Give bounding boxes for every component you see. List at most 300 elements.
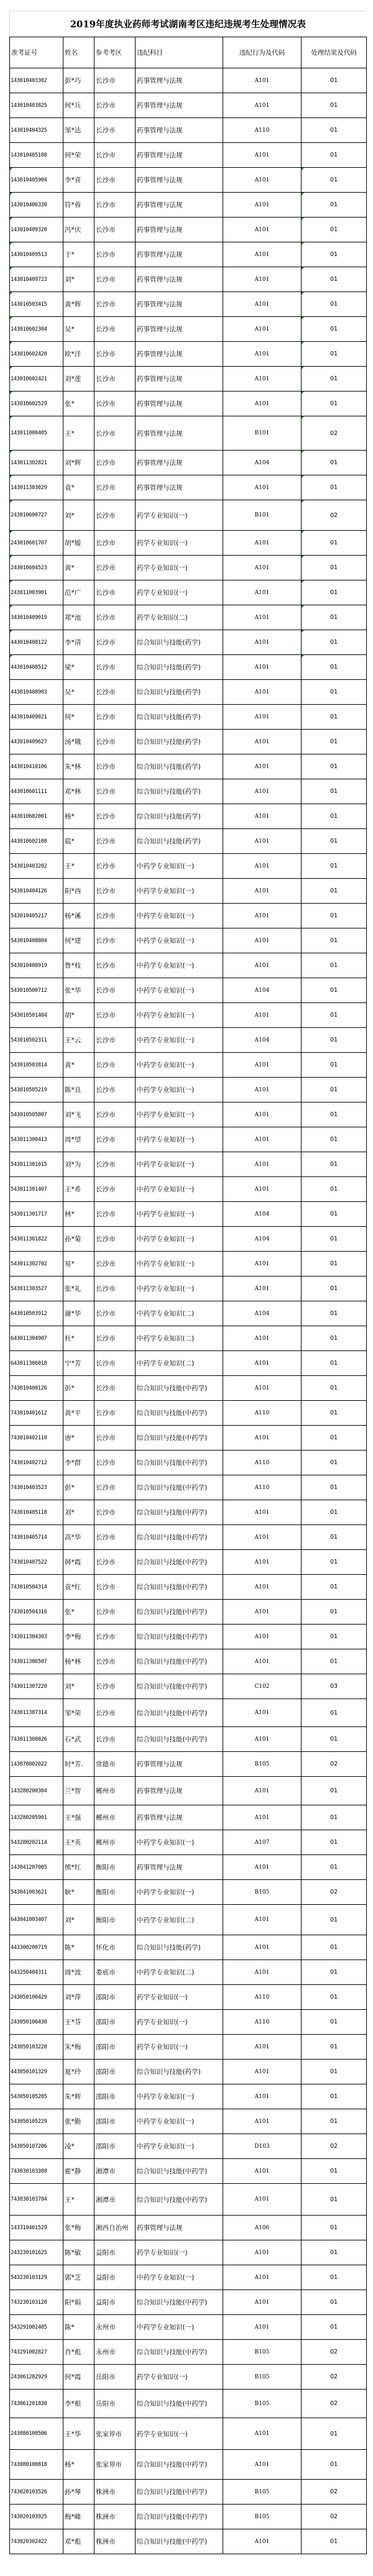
result-code-cell: 01 (302, 1905, 367, 1935)
name-cell: 杨* (63, 2450, 94, 2480)
subject-cell: 综合知识与技能(中药学) (136, 1674, 223, 1699)
exam-id-cell: 543291002405 (10, 2315, 63, 2340)
header-exam-area: 参考考区 (94, 37, 136, 68)
result-code-cell: 01 (302, 475, 367, 500)
result-code-cell: 01 (302, 2216, 367, 2240)
table-row (10, 1177, 367, 1202)
subject-cell: 中药学专业知识(二) (136, 1351, 223, 1376)
result-code-cell: 01 (302, 2109, 367, 2134)
subject-cell: 中药学专业知识(一) (136, 2084, 223, 2109)
behavior-code-cell: A101 (223, 2159, 302, 2184)
behavior-code-cell: A101 (223, 1376, 302, 1401)
name-cell: 扈* (63, 829, 94, 854)
table-row (10, 730, 367, 754)
name-cell: 吴* (63, 680, 94, 705)
name-cell: 熊*红 (63, 1855, 94, 1880)
behavior-code-cell: A101 (223, 779, 302, 804)
result-code-cell: 01 (302, 2240, 367, 2265)
name-cell: 李*喜 (63, 168, 94, 193)
exam-id-cell: 243010604523 (10, 556, 63, 580)
subject-cell: 药学专业知识(一) (136, 2035, 223, 2060)
result-code-cell: 01 (302, 1078, 367, 1102)
result-code-cell: 02 (302, 2390, 367, 2418)
exam-area-cell: 怀化市 (94, 1935, 136, 1960)
result-code-cell: 01 (302, 317, 367, 342)
table-row (10, 1003, 367, 1028)
exam-id-cell: 443300200719 (10, 1935, 63, 1960)
name-cell: 欧*洋 (63, 342, 94, 367)
exam-area-cell: 长沙市 (94, 1252, 136, 1277)
table-row (10, 1277, 367, 1301)
subject-cell: 综合知识与技能(中药学) (136, 1451, 223, 1475)
table-row (10, 1550, 367, 1575)
name-cell: 鲁*枝 (63, 953, 94, 978)
exam-area-cell: 郴州市 (94, 1805, 136, 1830)
table-row (10, 904, 367, 928)
behavior-code-cell: A101 (223, 193, 302, 218)
subject-cell: 药事管理与法规 (136, 168, 223, 193)
exam-area-cell: 长沙市 (94, 1227, 136, 1252)
behavior-code-cell: B105 (223, 2390, 302, 2418)
name-cell: 王*云 (63, 1028, 94, 1053)
subject-cell: 药事管理与法规 (136, 68, 223, 93)
name-cell: 邹*达 (63, 118, 94, 143)
exam-id-cell: 543011301717 (10, 1202, 63, 1227)
result-code-cell: 02 (302, 2134, 367, 2159)
name-cell: 何*建 (63, 928, 94, 953)
name-cell: 陈*敏 (63, 2240, 94, 2265)
exam-id-cell: 143010403825 (10, 93, 63, 118)
table-row (10, 2340, 367, 2365)
behavior-code-cell: B105 (223, 2365, 302, 2390)
exam-area-cell: 株洲市 (94, 2529, 136, 2554)
exam-id-cell: 143010406330 (10, 193, 63, 218)
result-code-cell: 01 (302, 1855, 367, 1880)
exam-id-cell: 143011303029 (10, 475, 63, 500)
exam-id-cell: 443050101329 (10, 2060, 63, 2084)
result-code-cell: 01 (302, 1401, 367, 1426)
exam-area-cell: 长沙市 (94, 1475, 136, 1500)
name-cell: 刘* (63, 1905, 94, 1935)
exam-id-cell: 743061201830 (10, 2390, 63, 2418)
table-row (10, 1227, 367, 1252)
exam-area-cell: 长沙市 (94, 779, 136, 804)
name-cell: 黄*平 (63, 1401, 94, 1426)
name-cell: 王*芬 (63, 2010, 94, 2035)
table-row (10, 978, 367, 1003)
subject-cell: 药学专业知识(二) (136, 605, 223, 630)
subject-cell: 综合知识与技能(药学) (136, 705, 223, 730)
behavior-code-cell: A101 (223, 342, 302, 367)
exam-area-cell: 湘西自治州 (94, 2216, 136, 2240)
table-body (10, 68, 367, 2554)
behavior-code-cell: A104 (223, 978, 302, 1003)
name-cell: 李*梅 (63, 1625, 94, 1649)
exam-id-cell: 243050100429 (10, 1985, 63, 2010)
name-cell: 袁*红 (63, 1575, 94, 1600)
table-row (10, 1500, 367, 1525)
name-cell: 彭*巧 (63, 68, 94, 93)
exam-area-cell: 长沙市 (94, 1152, 136, 1177)
exam-area-cell: 邵阳市 (94, 2035, 136, 2060)
table-row (10, 2480, 367, 2505)
exam-id-cell: 543050105205 (10, 2084, 63, 2109)
result-code-cell: 02 (302, 416, 367, 451)
behavior-code-cell: A101 (223, 2240, 302, 2265)
name-cell: 夏*玲 (63, 2060, 94, 2084)
exam-id-cell: 443010408122 (10, 630, 63, 655)
subject-cell: 综合知识与技能(中药学) (136, 1575, 223, 1600)
subject-cell: 药事管理与法规 (136, 416, 223, 451)
name-cell: 吴* (63, 317, 94, 342)
behavior-code-cell: A101 (223, 1053, 302, 1078)
exam-id-cell: 743010400126 (10, 1376, 63, 1401)
exam-area-cell: 张家界市 (94, 2450, 136, 2480)
table-row (10, 2450, 367, 2480)
exam-id-cell: 143010503415 (10, 292, 63, 317)
name-cell: 朱*辉 (63, 2084, 94, 2109)
name-cell: 王*希 (63, 1177, 94, 1202)
exam-id-cell: 543010502311 (10, 1028, 63, 1053)
result-code-cell: 01 (302, 580, 367, 605)
result-code-cell: 01 (302, 1935, 367, 1960)
name-cell: 王* (63, 416, 94, 451)
exam-id-cell: 543010503814 (10, 1053, 63, 1078)
result-code-cell: 01 (302, 2084, 367, 2109)
violation-sheet (9, 11, 366, 2554)
exam-area-cell: 张家界市 (94, 2418, 136, 2450)
result-code-cell: 01 (302, 367, 367, 392)
subject-cell: 综合知识与技能(中药学) (136, 2505, 223, 2529)
exam-id-cell: 543050107206 (10, 2134, 63, 2159)
subject-cell: 综合知识与技能(中药学) (136, 1376, 223, 1401)
name-cell: 胡* (63, 1003, 94, 1028)
result-code-cell: 01 (302, 1575, 367, 1600)
exam-area-cell: 长沙市 (94, 1699, 136, 1727)
exam-id-cell: 443010409627 (10, 730, 63, 754)
exam-area-cell: 长沙市 (94, 1277, 136, 1301)
exam-id-cell: 143310401529 (10, 2216, 63, 2240)
subject-cell: 中药学专业知识(一) (136, 953, 223, 978)
exam-area-cell: 长沙市 (94, 1003, 136, 1028)
result-code-cell: 01 (302, 1227, 367, 1252)
name-cell: 彭* (63, 1376, 94, 1401)
exam-id-cell: 143011000405 (10, 416, 63, 451)
result-code-cell: 01 (302, 1326, 367, 1351)
exam-area-cell: 长沙市 (94, 1674, 136, 1699)
table-row (10, 93, 367, 118)
name-cell: 何*兵 (63, 93, 94, 118)
result-code-cell: 01 (302, 1985, 367, 2010)
subject-cell: 中药学专业知识(一) (136, 1880, 223, 1905)
table-row (10, 2365, 367, 2390)
subject-cell: 药事管理与法规 (136, 1777, 223, 1805)
exam-id-cell: 143011302821 (10, 451, 63, 475)
behavior-code-cell: B105 (223, 2505, 302, 2529)
name-cell: 何* (63, 705, 94, 730)
result-code-cell: 01 (302, 1277, 367, 1301)
table-row (10, 2084, 367, 2109)
behavior-code-cell: A101 (223, 2529, 302, 2554)
exam-area-cell: 长沙市 (94, 475, 136, 500)
exam-area-cell: 长沙市 (94, 953, 136, 978)
exam-area-cell: 长沙市 (94, 416, 136, 451)
subject-cell: 中药学专业知识(一) (136, 1202, 223, 1227)
table-row (10, 1905, 367, 1935)
behavior-code-cell: A110 (223, 1985, 302, 2010)
exam-id-cell: 143280205901 (10, 1805, 63, 1830)
subject-cell: 药学专业知识(一) (136, 580, 223, 605)
result-code-cell: 01 (302, 1525, 367, 1550)
result-code-cell: 01 (302, 2315, 367, 2340)
exam-id-cell: 543011302702 (10, 1252, 63, 1277)
behavior-code-cell: A101 (223, 1252, 302, 1277)
subject-cell: 药学专业知识(一) (136, 2010, 223, 2035)
table-row (10, 1960, 367, 1985)
name-cell: 周*波 (63, 1960, 94, 1985)
behavior-code-cell: A101 (223, 2035, 302, 2060)
result-code-cell: 01 (302, 854, 367, 879)
exam-id-cell: 743010401612 (10, 1401, 63, 1426)
exam-area-cell: 长沙市 (94, 680, 136, 705)
behavior-code-cell: A101 (223, 2450, 302, 2480)
behavior-code-cell: A101 (223, 317, 302, 342)
exam-id-cell: 743291002827 (10, 2340, 63, 2365)
subject-cell: 药事管理与法规 (136, 317, 223, 342)
exam-id-cell: 543010403202 (10, 854, 63, 879)
exam-area-cell: 长沙市 (94, 292, 136, 317)
table-row (10, 1727, 367, 1752)
exam-area-cell: 湘潭市 (94, 2159, 136, 2184)
behavior-code-cell: A101 (223, 1127, 302, 1152)
subject-cell: 综合知识与技能(药学) (136, 829, 223, 854)
behavior-code-cell: A101 (223, 655, 302, 680)
table-row (10, 1376, 367, 1401)
exam-id-cell: 143010405108 (10, 143, 63, 168)
table-row (10, 367, 367, 392)
exam-area-cell: 长沙市 (94, 904, 136, 928)
table-row (10, 2010, 367, 2035)
table-row (10, 1028, 367, 1053)
behavior-code-cell: A104 (223, 1028, 302, 1053)
name-cell: 陈* (63, 2315, 94, 2340)
exam-area-cell: 郴州市 (94, 1830, 136, 1855)
exam-area-cell: 长沙市 (94, 1202, 136, 1227)
exam-id-cell: 443010408512 (10, 655, 63, 680)
exam-area-cell: 长沙市 (94, 267, 136, 292)
exam-id-cell: 443010602001 (10, 804, 63, 829)
table-row (10, 1600, 367, 1625)
exam-area-cell: 长沙市 (94, 1376, 136, 1401)
table-row (10, 143, 367, 168)
behavior-code-cell: A101 (223, 475, 302, 500)
name-cell: 梅*峰 (63, 2505, 94, 2529)
result-code-cell: 01 (302, 218, 367, 242)
exam-id-cell: 643250404311 (10, 1960, 63, 1985)
subject-cell: 药学专业知识(一) (136, 556, 223, 580)
result-code-cell: 01 (302, 1475, 367, 1500)
exam-area-cell: 长沙市 (94, 342, 136, 367)
subject-cell: 药事管理与法规 (136, 451, 223, 475)
result-code-cell: 01 (302, 879, 367, 904)
exam-id-cell: 743230103120 (10, 2290, 63, 2315)
exam-area-cell: 长沙市 (94, 193, 136, 218)
table-row (10, 1880, 367, 1905)
behavior-code-cell: A106 (223, 2216, 302, 2240)
result-code-cell: 01 (302, 1649, 367, 1674)
exam-id-cell: 143010409320 (10, 218, 63, 242)
result-code-cell: 01 (302, 705, 367, 730)
name-cell: 王* (63, 854, 94, 879)
behavior-code-cell: A101 (223, 2184, 302, 2216)
result-code-cell: 01 (302, 1426, 367, 1451)
exam-area-cell: 长沙市 (94, 928, 136, 953)
exam-id-cell: 543010408804 (10, 928, 63, 953)
exam-id-cell: 543050105229 (10, 2109, 63, 2134)
name-cell: 张*华 (63, 978, 94, 1003)
name-cell: 张* (63, 392, 94, 416)
name-cell: 李*根 (63, 2390, 94, 2418)
behavior-code-cell: A101 (223, 605, 302, 630)
subject-cell: 综合知识与技能(药学) (136, 680, 223, 705)
header-exam-id: 准考证号 (10, 37, 63, 68)
exam-id-cell: 743030103308 (10, 2159, 63, 2184)
subject-cell: 综合知识与技能(中药学) (136, 1727, 223, 1752)
table-row (10, 2529, 367, 2554)
result-code-cell: 01 (302, 1451, 367, 1475)
exam-id-cell: 743030103704 (10, 2184, 63, 2216)
result-code-cell: 01 (302, 1152, 367, 1177)
exam-area-cell: 长沙市 (94, 655, 136, 680)
name-cell: 杨*林 (63, 1649, 94, 1674)
behavior-code-cell: A101 (223, 1102, 302, 1127)
subject-cell: 药事管理与法规 (136, 93, 223, 118)
behavior-code-cell: A101 (223, 1855, 302, 1880)
exam-area-cell: 长沙市 (94, 1326, 136, 1351)
exam-id-cell: 643010503912 (10, 1301, 63, 1326)
table-row (10, 556, 367, 580)
exam-id-cell: 243010600727 (10, 500, 63, 531)
subject-cell: 中药学专业知识(一) (136, 2265, 223, 2290)
exam-id-cell: 143280200304 (10, 1777, 63, 1805)
name-cell: 兰*智 (63, 1777, 94, 1805)
exam-area-cell: 娄底市 (94, 1960, 136, 1985)
exam-id-cell: 443010601111 (10, 779, 63, 804)
behavior-code-cell: A101 (223, 2315, 302, 2340)
table-row (10, 1451, 367, 1475)
exam-area-cell: 长沙市 (94, 1600, 136, 1625)
exam-area-cell: 长沙市 (94, 580, 136, 605)
behavior-code-cell: A101 (223, 928, 302, 953)
exam-area-cell: 长沙市 (94, 879, 136, 904)
name-cell: 张*勤 (63, 2109, 94, 2134)
subject-cell: 综合知识与技能(药学) (136, 655, 223, 680)
exam-id-cell: 243080100506 (10, 2418, 63, 2450)
behavior-code-cell: A101 (223, 242, 302, 267)
violations-table (9, 37, 367, 2554)
result-code-cell: 01 (302, 118, 367, 143)
name-cell: 袁* (63, 475, 94, 500)
table-row (10, 1935, 367, 1960)
table-row (10, 1152, 367, 1177)
name-cell: 陈*良 (63, 1078, 94, 1102)
exam-id-cell: 743020103526 (10, 2480, 63, 2505)
exam-area-cell: 长沙市 (94, 1649, 136, 1674)
exam-id-cell: 243050103228 (10, 2035, 63, 2060)
subject-cell: 综合知识与技能(中药学) (136, 1649, 223, 1674)
name-cell: 刘*萍 (63, 1985, 94, 2010)
result-code-cell: 01 (302, 392, 367, 416)
name-cell: 刘* (63, 267, 94, 292)
name-cell: 阳*西 (63, 879, 94, 904)
subject-cell: 综合知识与技能(中药学) (136, 2159, 223, 2184)
result-code-cell: 01 (302, 2184, 367, 2216)
subject-cell: 药事管理与法规 (136, 367, 223, 392)
behavior-code-cell: A101 (223, 1277, 302, 1301)
exam-area-cell: 长沙市 (94, 730, 136, 754)
result-code-cell: 01 (302, 451, 367, 475)
exam-id-cell: 543010500712 (10, 978, 63, 1003)
exam-id-cell: 743010402712 (10, 1451, 63, 1475)
result-code-cell: 02 (302, 1752, 367, 1777)
behavior-code-cell: A104 (223, 1202, 302, 1227)
name-cell: 梁* (63, 655, 94, 680)
result-code-cell: 02 (302, 1880, 367, 1905)
behavior-code-cell: A101 (223, 367, 302, 392)
behavior-code-cell: A101 (223, 879, 302, 904)
result-code-cell: 01 (302, 1805, 367, 1830)
table-row (10, 680, 367, 705)
exam-id-cell: 743020103925 (10, 2505, 63, 2529)
exam-id-cell: 743011307220 (10, 1674, 63, 1699)
exam-area-cell: 邵阳市 (94, 1985, 136, 2010)
subject-cell: 综合知识与技能(中药学) (136, 2340, 223, 2365)
behavior-code-cell: A101 (223, 705, 302, 730)
result-code-cell: 01 (302, 2010, 367, 2035)
behavior-code-cell: B105 (223, 1752, 302, 1777)
behavior-code-cell: A101 (223, 143, 302, 168)
result-code-cell: 01 (302, 829, 367, 854)
subject-cell: 综合知识与技能(药学) (136, 2060, 223, 2084)
exam-area-cell: 长沙市 (94, 754, 136, 779)
table-row (10, 2035, 367, 2060)
table-row (10, 1525, 367, 1550)
name-cell: 王*强 (63, 1805, 94, 1830)
table-row (10, 68, 367, 93)
result-code-cell: 01 (302, 1102, 367, 1127)
subject-cell: 综合知识与技能(中药学) (136, 1550, 223, 1575)
table-row (10, 292, 367, 317)
exam-id-cell: 743010403523 (10, 1475, 63, 1500)
exam-id-cell: 143070802022 (10, 1752, 63, 1777)
exam-area-cell: 长沙市 (94, 829, 136, 854)
exam-id-cell: 143010409513 (10, 242, 63, 267)
result-code-cell: 01 (302, 68, 367, 93)
exam-area-cell: 长沙市 (94, 531, 136, 556)
table-row (10, 267, 367, 292)
name-cell: 胡*嫒 (63, 531, 94, 556)
result-code-cell: 01 (302, 1053, 367, 1078)
result-code-cell: 01 (302, 2529, 367, 2554)
exam-id-cell: 543010405217 (10, 904, 63, 928)
subject-cell: 中药学专业知识(一) (136, 1102, 223, 1127)
table-row (10, 754, 367, 779)
exam-id-cell: 543011301015 (10, 1152, 63, 1177)
exam-id-cell: 543010408919 (10, 953, 63, 978)
subject-cell: 药事管理与法规 (136, 475, 223, 500)
table-row (10, 500, 367, 531)
exam-id-cell: 743011304303 (10, 1625, 63, 1649)
